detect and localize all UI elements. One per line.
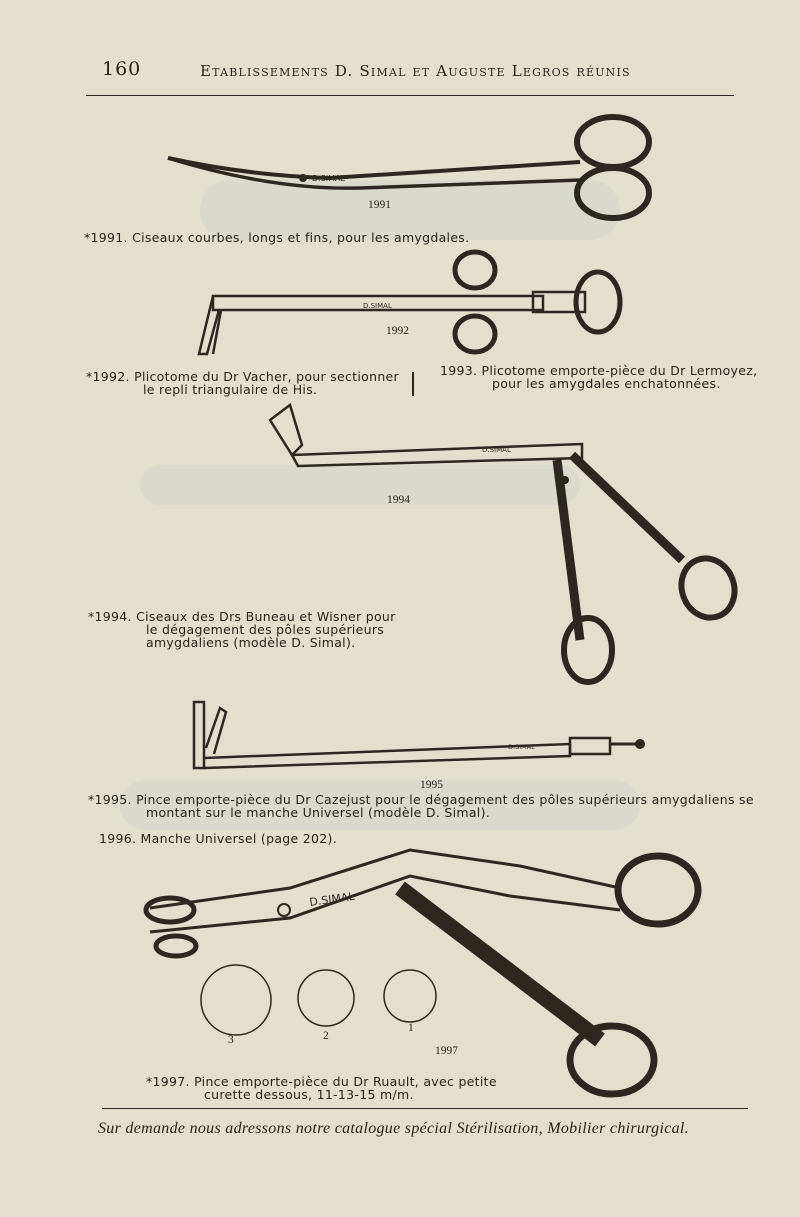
item-1993-line1: 1993. Plicotome emporte-pièce du Dr Lermoyez, xyxy=(440,363,758,378)
ruault-forceps-illustration xyxy=(140,840,705,1100)
item-1995-line1: *1995. Pince emporte-pièce du Dr Cazejust pour le dégagement des pôles supérieurs amygdaliens se xyxy=(88,792,754,807)
stamp-label: D.SIMAL xyxy=(482,446,511,454)
item-1991: *1991. Ciseaux courbes, longs et fins, pour les amygdales. xyxy=(84,230,470,245)
item-1994-line1: *1994. Ciseaux des Drs Buneau et Wisner pour xyxy=(88,609,396,624)
curette-size-label: 3 xyxy=(228,1034,234,1046)
figure-number: 1991 xyxy=(368,199,391,211)
figure-number: 1992 xyxy=(386,325,409,337)
stamp-label: D.SIMAL xyxy=(508,743,535,751)
item-1997-line2: curette dessous, 11-13-15 m/m. xyxy=(204,1087,414,1102)
figure-number: 1995 xyxy=(420,779,443,791)
stamp-label: D.SIMAL xyxy=(363,302,392,310)
item-1997-line1: *1997. Pince emporte-pièce du Dr Ruault, avec petite xyxy=(146,1074,497,1089)
stamp-label: D.SIMAL xyxy=(312,174,345,183)
item-1992-line2: le repli triangulaire de His. xyxy=(143,382,318,397)
column-divider xyxy=(412,372,414,396)
figure-number: 1994 xyxy=(387,494,410,506)
header-rule xyxy=(86,95,734,96)
figure-number: 1997 xyxy=(435,1045,458,1057)
curved-scissors-illustration xyxy=(160,110,660,225)
plicotome-illustration xyxy=(193,248,633,358)
curette-size-3 xyxy=(201,965,271,1035)
footer-note: Sur demande nous adressons notre catalogue spécial Stérilisation, Mobilier chirurgical. xyxy=(98,1120,689,1137)
curette-size-label: 1 xyxy=(408,1022,414,1034)
running-title: Etablissements D. Simal et Auguste Legros réunis xyxy=(200,62,631,80)
footer-rule xyxy=(102,1108,748,1109)
item-1995-line2: montant sur le manche Universel (modèle D. Simal). xyxy=(146,805,491,820)
curette-size-label: 2 xyxy=(323,1030,329,1042)
page-number: 160 xyxy=(102,58,142,80)
item-1996: 1996. Manche Universel (page 202). xyxy=(99,831,337,846)
curette-size-1 xyxy=(384,970,436,1022)
item-1992-line1: *1992. Plicotome du Dr Vacher, pour sectionner xyxy=(86,369,399,384)
stamp-label: D.SIMAL xyxy=(308,889,356,909)
curette-size-2 xyxy=(298,970,354,1026)
cazejust-forceps-illustration xyxy=(190,698,650,778)
item-1994-line3: amygdaliens (modèle D. Simal). xyxy=(146,635,356,650)
item-1994-line2: le dégagement des pôles supérieurs xyxy=(146,622,385,637)
item-1993-line2: pour les amygdales enchatonnées. xyxy=(492,376,721,391)
